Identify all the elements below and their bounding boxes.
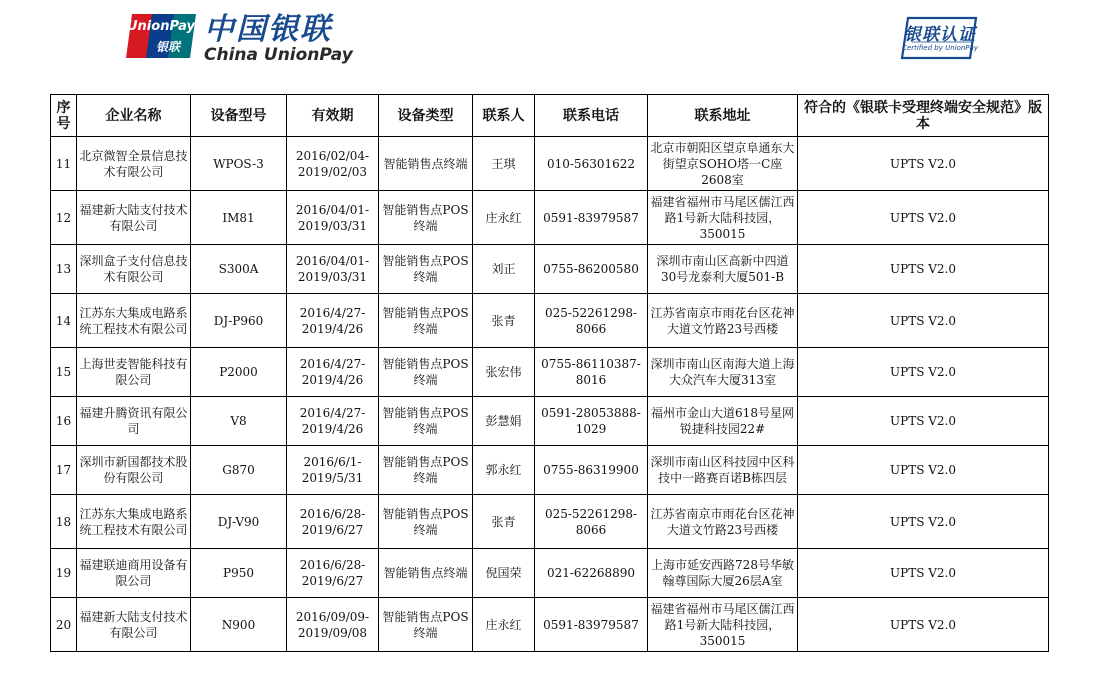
cell-contact: 张青 bbox=[473, 294, 535, 348]
certified-cn-text: 银联认证 bbox=[904, 25, 976, 45]
cell-contact: 彭慧娟 bbox=[473, 397, 535, 446]
header-address: 联系地址 bbox=[648, 95, 798, 137]
cell-type: 智能销售点终端 bbox=[379, 137, 473, 191]
cell-validity: 2016/6/28-2019/6/27 bbox=[287, 549, 379, 598]
cell-contact: 庄永红 bbox=[473, 598, 535, 652]
unionpay-logo bbox=[124, 12, 364, 72]
cell-version: UPTS V2.0 bbox=[798, 598, 1049, 652]
cell-type: 智能销售点POS终端 bbox=[379, 495, 473, 549]
cell-model: DJ-P960 bbox=[191, 294, 287, 348]
cell-version: UPTS V2.0 bbox=[798, 294, 1049, 348]
cell-seq: 14 bbox=[51, 294, 77, 348]
table-row bbox=[51, 348, 1049, 397]
cell-address: 深圳市南山区科技园中区科技中一路赛百诺B栋四层 bbox=[648, 446, 798, 495]
cell-phone: 0755-86110387-8016 bbox=[535, 348, 648, 397]
cell-company: 福建升腾资讯有限公司 bbox=[77, 397, 191, 446]
table-row bbox=[51, 397, 1049, 446]
cell-phone: 025-52261298-8066 bbox=[535, 495, 648, 549]
cell-address: 深圳市南山区高新中四道30号龙泰利大厦501-B bbox=[648, 245, 798, 294]
table-row bbox=[51, 446, 1049, 495]
cell-seq: 19 bbox=[51, 549, 77, 598]
cell-type: 智能销售点POS终端 bbox=[379, 245, 473, 294]
cell-seq: 13 bbox=[51, 245, 77, 294]
cell-validity: 2016/4/27-2019/4/26 bbox=[287, 348, 379, 397]
cell-phone: 0591-83979587 bbox=[535, 191, 648, 245]
cell-version: UPTS V2.0 bbox=[798, 549, 1049, 598]
cell-company: 福建联迪商用设备有限公司 bbox=[77, 549, 191, 598]
cell-seq: 12 bbox=[51, 191, 77, 245]
cell-address: 江苏省南京市雨花台区花神大道文竹路23号西楼 bbox=[648, 294, 798, 348]
cell-version: UPTS V2.0 bbox=[798, 137, 1049, 191]
cell-validity: 2016/6/1-2019/5/31 bbox=[287, 446, 379, 495]
cell-version: UPTS V2.0 bbox=[798, 495, 1049, 549]
cell-version: UPTS V2.0 bbox=[798, 245, 1049, 294]
cell-company: 江苏东大集成电路系统工程技术有限公司 bbox=[77, 495, 191, 549]
table-row bbox=[51, 495, 1049, 549]
header-validity: 有效期 bbox=[287, 95, 379, 137]
cell-type: 智能销售点POS终端 bbox=[379, 598, 473, 652]
cell-seq: 17 bbox=[51, 446, 77, 495]
header-company: 企业名称 bbox=[77, 95, 191, 137]
cell-seq: 11 bbox=[51, 137, 77, 191]
header-model: 设备型号 bbox=[191, 95, 287, 137]
cell-seq: 15 bbox=[51, 348, 77, 397]
cell-contact: 刘正 bbox=[473, 245, 535, 294]
table-body bbox=[51, 137, 1049, 652]
table-row bbox=[51, 245, 1049, 294]
cell-version: UPTS V2.0 bbox=[798, 397, 1049, 446]
cell-type: 智能销售点终端 bbox=[379, 549, 473, 598]
cell-address: 江苏省南京市雨花台区花神大道文竹路23号西楼 bbox=[648, 495, 798, 549]
cell-version: UPTS V2.0 bbox=[798, 446, 1049, 495]
page-header bbox=[0, 0, 1103, 90]
cell-contact: 郭永红 bbox=[473, 446, 535, 495]
header-version: 符合的《银联卡受理终端安全规范》版本 bbox=[798, 95, 1049, 137]
cell-company: 深圳盒子支付信息技术有限公司 bbox=[77, 245, 191, 294]
brand-en-title: China UnionPay bbox=[204, 45, 353, 65]
cell-address: 深圳市南山区南海大道上海大众汽车大厦313室 bbox=[648, 348, 798, 397]
cell-validity: 2016/4/27-2019/4/26 bbox=[287, 294, 379, 348]
cell-model: V8 bbox=[191, 397, 287, 446]
cell-address: 福建省福州市马尾区儒江西路1号新大陆科技园，350015 bbox=[648, 191, 798, 245]
table-row bbox=[51, 549, 1049, 598]
unionpay-logo-text bbox=[124, 14, 198, 58]
cell-phone: 021-62268890 bbox=[535, 549, 648, 598]
cell-validity: 2016/6/28-2019/6/27 bbox=[287, 495, 379, 549]
cell-company: 福建新大陆支付技术有限公司 bbox=[77, 598, 191, 652]
cell-company: 福建新大陆支付技术有限公司 bbox=[77, 191, 191, 245]
certified-logo bbox=[898, 14, 984, 66]
cell-address: 上海市延安西路728号华敏翰尊国际大厦26层A室 bbox=[648, 549, 798, 598]
certified-terminal-table bbox=[50, 94, 1049, 652]
cell-seq: 16 bbox=[51, 397, 77, 446]
cell-contact: 张宏伟 bbox=[473, 348, 535, 397]
cell-contact: 倪国荣 bbox=[473, 549, 535, 598]
brand-cn-title: 中国银联 bbox=[204, 12, 332, 47]
header-type: 设备类型 bbox=[379, 95, 473, 137]
cell-phone: 0755-86319900 bbox=[535, 446, 648, 495]
cell-model: P950 bbox=[191, 549, 287, 598]
table-row bbox=[51, 294, 1049, 348]
cell-version: UPTS V2.0 bbox=[798, 348, 1049, 397]
cell-model: N900 bbox=[191, 598, 287, 652]
cell-seq: 18 bbox=[51, 495, 77, 549]
table-header-row bbox=[51, 95, 1049, 137]
cell-validity: 2016/04/01-2019/03/31 bbox=[287, 245, 379, 294]
cell-seq: 20 bbox=[51, 598, 77, 652]
cell-contact: 庄永红 bbox=[473, 191, 535, 245]
cell-company: 深圳市新国都技术股份有限公司 bbox=[77, 446, 191, 495]
cell-company: 上海世麦智能科技有限公司 bbox=[77, 348, 191, 397]
header-seq: 序号 bbox=[51, 95, 77, 137]
cell-model: DJ-V90 bbox=[191, 495, 287, 549]
cell-phone: 0591-28053888-1029 bbox=[535, 397, 648, 446]
certified-en-text: Certified by UnionPay bbox=[902, 44, 978, 52]
cell-phone: 0591-83979587 bbox=[535, 598, 648, 652]
table-row bbox=[51, 598, 1049, 652]
cell-validity: 2016/02/04-2019/02/03 bbox=[287, 137, 379, 191]
cell-phone: 0755-86200580 bbox=[535, 245, 648, 294]
cell-type: 智能销售点POS终端 bbox=[379, 446, 473, 495]
cell-address: 福建省福州市马尾区儒江西路1号新大陆科技园，350015 bbox=[648, 598, 798, 652]
header-contact: 联系人 bbox=[473, 95, 535, 137]
cell-contact: 张青 bbox=[473, 495, 535, 549]
cell-address: 北京市朝阳区望京阜通东大街望京SOHO塔一C座2608室 bbox=[648, 137, 798, 191]
cell-type: 智能销售点POS终端 bbox=[379, 348, 473, 397]
cell-type: 智能销售点POS终端 bbox=[379, 191, 473, 245]
cell-company: 北京微智全景信息技术有限公司 bbox=[77, 137, 191, 191]
cell-model: G870 bbox=[191, 446, 287, 495]
cell-validity: 2016/4/27-2019/4/26 bbox=[287, 397, 379, 446]
cell-version: UPTS V2.0 bbox=[798, 191, 1049, 245]
table-row bbox=[51, 191, 1049, 245]
header-phone: 联系电话 bbox=[535, 95, 648, 137]
cell-type: 智能销售点POS终端 bbox=[379, 397, 473, 446]
cell-model: P2000 bbox=[191, 348, 287, 397]
cell-contact: 王琪 bbox=[473, 137, 535, 191]
cell-phone: 010-56301622 bbox=[535, 137, 648, 191]
cell-address: 福州市金山大道618号星网锐捷科技园22# bbox=[648, 397, 798, 446]
logo-cn-text: 银联 bbox=[155, 40, 180, 54]
cell-phone: 025-52261298-8066 bbox=[535, 294, 648, 348]
cell-model: S300A bbox=[191, 245, 287, 294]
table-row bbox=[51, 137, 1049, 191]
cell-company: 江苏东大集成电路系统工程技术有限公司 bbox=[77, 294, 191, 348]
cell-model: WPOS-3 bbox=[191, 137, 287, 191]
cell-model: IM81 bbox=[191, 191, 287, 245]
cell-type: 智能销售点POS终端 bbox=[379, 294, 473, 348]
logo-en-text: UnionPay bbox=[127, 19, 195, 34]
cell-validity: 2016/09/09-2019/09/08 bbox=[287, 598, 379, 652]
cell-validity: 2016/04/01-2019/03/31 bbox=[287, 191, 379, 245]
